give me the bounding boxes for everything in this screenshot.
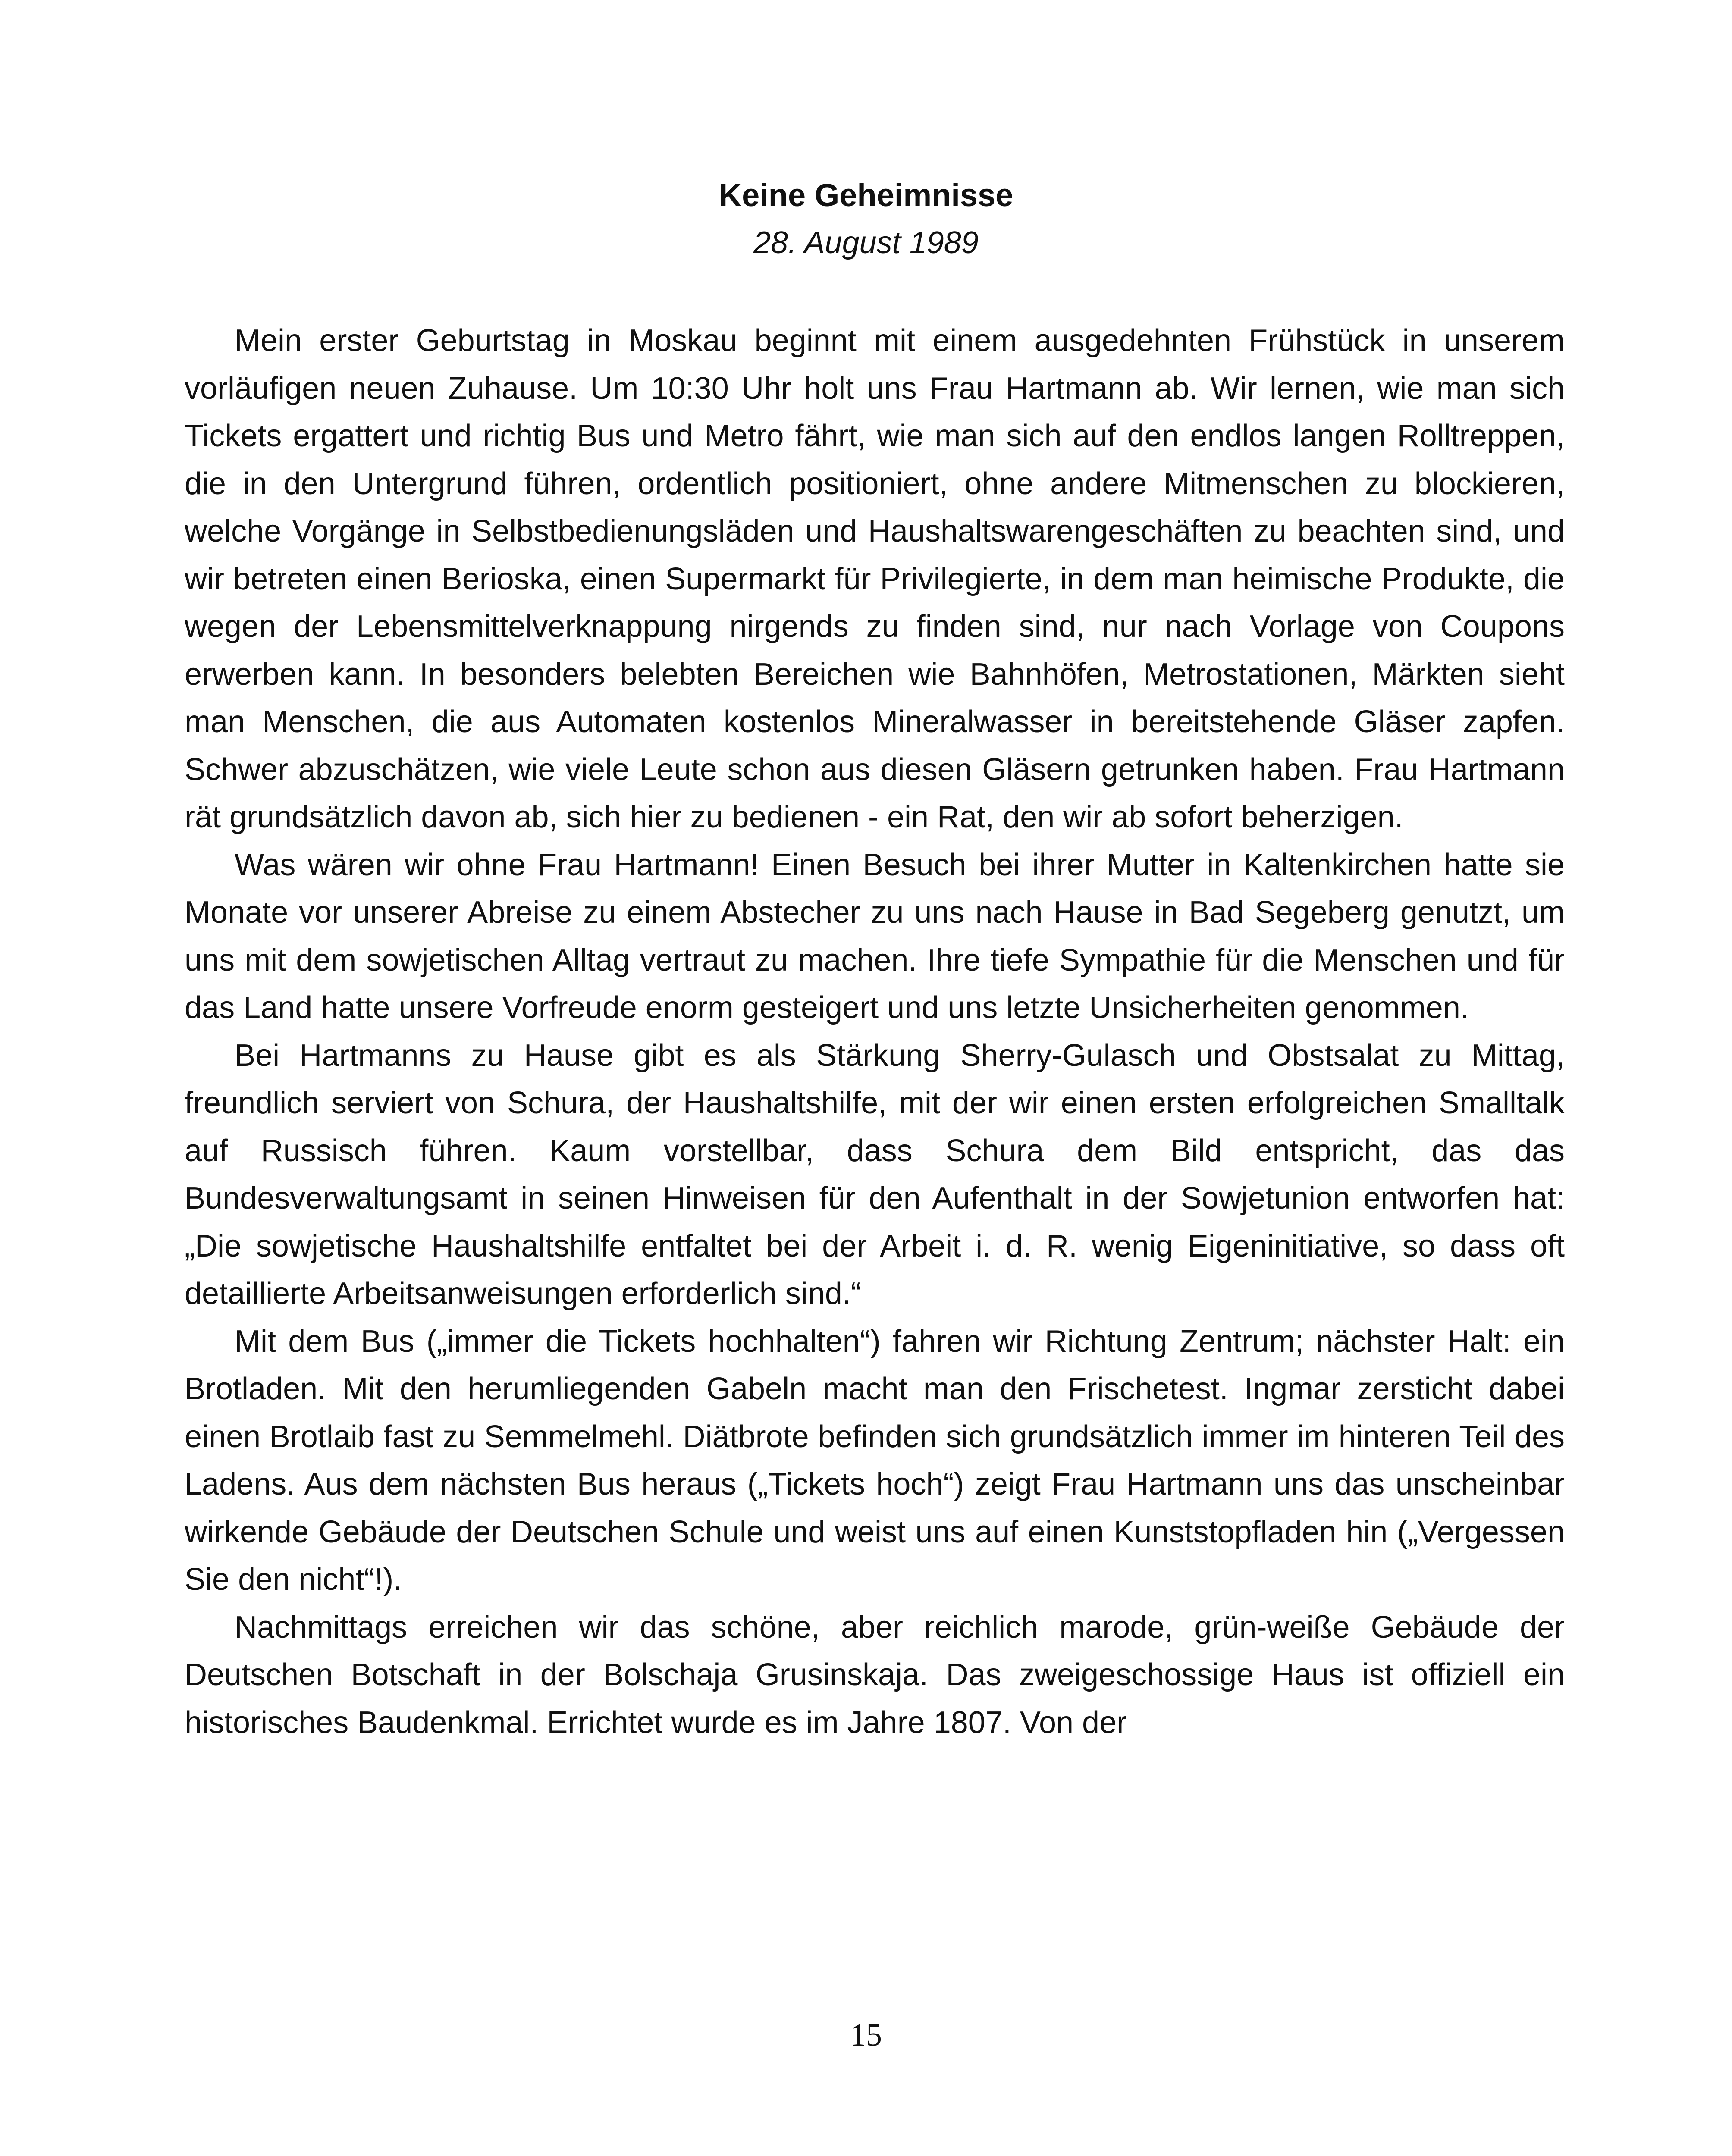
paragraph: Mein erster Geburtstag in Moskau beginnt mit einem ausgedehnten Frühstück in unserem vorläufigen neuen Zuhause. Um 10:30 Uhr holt uns Frau Hartmann ab. Wir lernen, wie man sich Tickets ergattert und richtig Bus und Metro fährt, wie man sich auf den endlos langen Rolltreppen, die in den Untergrund führen, ordentlich positioniert, ohne andere Mitmenschen zu blockieren, welche Vorgänge in Selbstbedienungsläden und Haushaltswarengeschäften zu beachten sind, und wir betreten einen Berioska, einen Supermarkt für Privilegierte, in dem man heimische Produkte, die wegen der Lebensmittelverknappung nirgends zu finden sind, nur nach Vorlage von Coupons erwerben kann. In besonders belebten Bereichen wie Bahnhöfen, Metrostationen, Märkten sieht man Menschen, die aus Automaten kostenlos Mineralwasser in bereitstehende Gläser zapfen. Schwer abzuschätzen, wie viele Leute schon aus diesen Gläsern getrunken haben. Frau Hartmann rät grundsätzlich davon ab, sich hier zu bedienen - ein Rat, den wir ab sofort beherzigen. (185, 323, 1565, 834)
chapter-date: 28. August 1989 (753, 226, 979, 260)
page-number: 15 (850, 2018, 882, 2053)
paragraph: Was wären wir ohne Frau Hartmann! Einen Besuch bei ihrer Mutter in Kaltenkirchen hatte sie Monate vor unserer Abreise zu einem Abstecher zu uns nach Hause in Bad Segeberg genutzt, um uns mit dem sowjetischen Alltag vertraut zu machen. Ihre tiefe Sympathie für die Menschen und für das Land hatte unsere Vorfreude enorm gesteigert und uns letzte Unsicherheiten genommen. (185, 847, 1565, 1025)
paragraph: Mit dem Bus („immer die Tickets hochhalten“) fahren wir Richtung Zentrum; nächster Halt: ein Brotladen. Mit den herumliegenden Gabeln macht man den Frischetest. Ingmar zersticht dabei einen Brotlaib fast zu Semmelmehl. Diätbrote befinden sich grundsätzlich immer im hinteren Teil des Ladens. Aus dem nächsten Bus heraus („Tickets hoch“) zeigt Frau Hartmann uns das unscheinbar wirkende Gebäude der Deutschen Schule und weist uns auf einen Kunststopfladen hin („Vergessen Sie den nicht“!). (185, 1324, 1565, 1597)
paragraph: Bei Hartmanns zu Hause gibt es als Stärkung Sherry-Gulasch und Obstsalat zu Mittag, freundlich serviert von Schura, der Haushaltshilfe, mit der wir einen ersten erfolgreichen Smalltalk auf Russisch führen. Kaum vorstellbar, dass Schura dem Bild entspricht, das das Bundesverwaltungsamt in seinen Hinweisen für den Aufenthalt in der Sowjetunion entworfen hat: „Die sowjetische Haushaltshilfe entfaltet bei der Arbeit i. d. R. wenig Eigeninitiative, so dass oft detaillierte Arbeitsanweisungen erforderlich sind.“ (185, 1038, 1565, 1311)
chapter-title: Keine Geheimnisse (719, 177, 1013, 213)
paragraph: Nachmittags erreichen wir das schöne, aber reichlich marode, grün-weiße Gebäude der Deutschen Botschaft in der Bolschaja Grusinskaja. Das zweigeschossige Haus ist offiziell ein historisches Baudenkmal. Errichtet wurde es im Jahre 1807. Von der (185, 1610, 1565, 1740)
body-text (185, 317, 1565, 1746)
